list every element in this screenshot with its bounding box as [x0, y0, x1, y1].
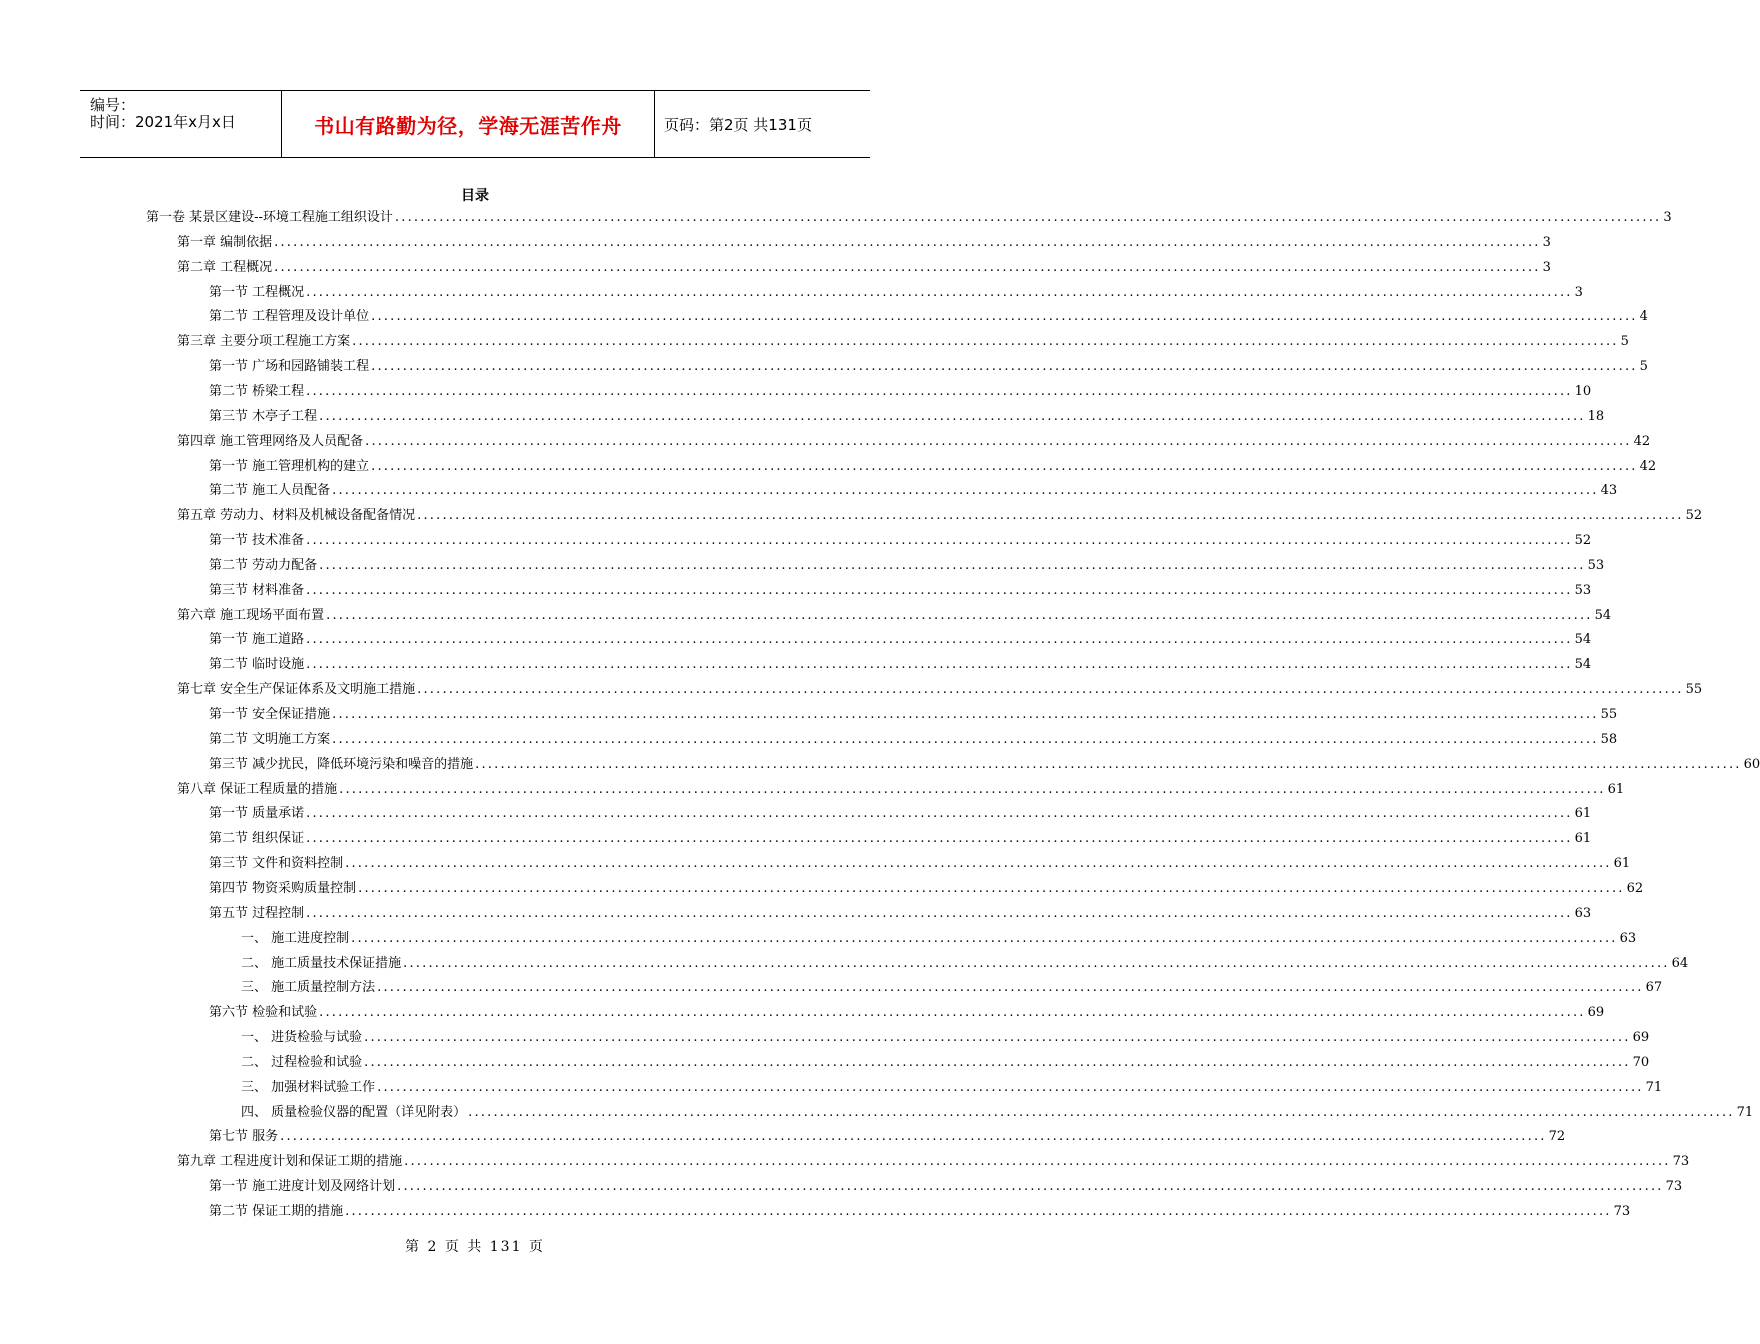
toc-entry-page: 42 — [1639, 458, 1657, 474]
toc-entry-page: 69 — [1632, 1030, 1650, 1046]
toc-dot-leader: ........................................................................................................................................................................................................ — [274, 259, 1541, 275]
toc-entry[interactable] — [209, 630, 1592, 650]
toc-entry-title: 第五章 劳动力、材料及机械设备配备情况 — [177, 508, 416, 524]
toc-entry[interactable] — [209, 829, 1592, 849]
toc-entry-page: 43 — [1600, 483, 1618, 499]
toc-entry[interactable] — [209, 804, 1592, 824]
toc-entry[interactable] — [209, 1003, 1605, 1023]
toc-dot-leader: ........................................................................................................................................................................................................ — [475, 756, 1742, 772]
toc-entry-title: 三、 加强材料试验工作 — [241, 1079, 376, 1095]
toc-entry[interactable] — [177, 258, 1551, 278]
toc-entry[interactable] — [177, 1152, 1690, 1172]
page-footer: 第 2 页 共 131 页 — [405, 1239, 545, 1255]
toc-dot-leader: ........................................................................................................................................................................................................ — [404, 1154, 1671, 1170]
toc-entry-title: 第二章 工程概况 — [177, 259, 273, 275]
toc-entry-title: 第三章 主要分项工程施工方案 — [177, 334, 351, 350]
toc-entry-title: 第八章 保证工程质量的措施 — [177, 781, 338, 797]
toc-entry[interactable] — [209, 357, 1648, 377]
toc-dot-leader: ........................................................................................................................................................................................................ — [306, 657, 1573, 673]
toc-dot-leader: ........................................................................................................................................................................................................ — [352, 334, 1619, 350]
toc-entry-page: 73 — [1613, 1204, 1631, 1219]
toc-entry-title: 第二节 组织保证 — [209, 831, 305, 847]
toc-entry[interactable] — [209, 307, 1648, 327]
toc-dot-leader: ........................................................................................................................................................................................................ — [371, 458, 1638, 474]
toc-entry-title: 第二节 临时设施 — [209, 657, 305, 673]
toc-entry-title: 第四节 物资采购质量控制 — [209, 880, 357, 896]
toc-entry-page: 63 — [1574, 905, 1592, 921]
toc-entry-title: 第五节 过程控制 — [209, 905, 305, 921]
toc-title: 目录 — [461, 188, 489, 204]
toc-entry-page: 61 — [1613, 856, 1631, 872]
toc-entry[interactable] — [209, 531, 1592, 551]
toc-dot-leader: ........................................................................................................................................................................................................ — [417, 508, 1684, 524]
toc-entry[interactable] — [209, 556, 1605, 576]
toc-entry-page: 5 — [1620, 334, 1629, 350]
toc-entry[interactable] — [209, 581, 1592, 601]
header-meta — [80, 91, 281, 157]
toc-dot-leader: ........................................................................................................................................................................................................ — [371, 359, 1638, 375]
toc-dot-leader: ........................................................................................................................................................................................................ — [364, 1030, 1631, 1046]
toc-dot-leader: ........................................................................................................................................................................................................ — [351, 930, 1618, 946]
toc-entry-title: 第一节 安全保证措施 — [209, 707, 331, 722]
toc-entry-title: 一、 进货检验与试验 — [241, 1030, 363, 1046]
toc-entry-title: 第一卷 某景区建设--环境工程施工组织设计 — [146, 210, 393, 225]
toc-entry[interactable] — [209, 1127, 1566, 1147]
toc-entry[interactable] — [241, 1028, 1650, 1048]
toc-dot-leader: ........................................................................................................................................................................................................ — [377, 980, 1644, 996]
toc-dot-leader: ........................................................................................................................................................................................................ — [319, 1005, 1586, 1021]
toc-entry-title: 第二节 文明施工方案 — [209, 731, 331, 747]
toc-entry-page: 54 — [1574, 632, 1592, 648]
toc-entry-page: 71 — [1736, 1104, 1754, 1120]
toc-entry-title: 第二节 施工人员配备 — [209, 483, 331, 499]
toc-entry-page: 54 — [1574, 657, 1592, 673]
toc-entry-title: 第一节 工程概况 — [209, 284, 305, 300]
toc-entry[interactable] — [177, 680, 1703, 700]
toc-entry-title: 第三节 材料准备 — [209, 582, 305, 598]
toc-entry-title: 二、 过程检验和试验 — [241, 1054, 363, 1070]
toc-entry-page: 71 — [1645, 1079, 1663, 1095]
toc-entry-title: 第三节 文件和资料控制 — [209, 856, 344, 872]
toc-entry-page: 61 — [1574, 806, 1592, 822]
toc-dot-leader: ........................................................................................................................................................................................................ — [332, 707, 1599, 722]
toc-entry-title: 第二节 保证工期的措施 — [209, 1204, 344, 1219]
toc-dot-leader: ........................................................................................................................................................................................................ — [358, 880, 1625, 896]
toc-entry[interactable] — [241, 1103, 1754, 1123]
toc-dot-leader: ........................................................................................................................................................................................................ — [403, 955, 1670, 971]
toc-entry-page: 52 — [1685, 508, 1703, 524]
toc-entry-title: 二、 施工质量技术保证措施 — [241, 955, 402, 971]
toc-entry-page: 5 — [1639, 359, 1648, 375]
toc-dot-leader: ........................................................................................................................................................................................................ — [345, 1204, 1612, 1219]
header-page-info: 页码：第2页 共131页 — [664, 115, 812, 134]
toc-entry[interactable] — [146, 208, 1672, 228]
toc-dot-leader: ........................................................................................................................................................................................................ — [377, 1079, 1644, 1095]
toc-entry[interactable] — [209, 1177, 1683, 1197]
toc-entry-page: 52 — [1574, 533, 1592, 549]
toc-entry-title: 第一节 技术准备 — [209, 533, 305, 549]
toc-entry-page: 64 — [1671, 955, 1689, 971]
toc-dot-leader: ........................................................................................................................................................................................................ — [319, 408, 1586, 424]
toc-dot-leader: ........................................................................................................................................................................................................ — [417, 682, 1684, 698]
toc-entry-page: 3 — [1542, 259, 1551, 275]
toc-dot-leader: ........................................................................................................................................................................................................ — [306, 533, 1573, 549]
toc-entry[interactable] — [241, 1078, 1663, 1098]
toc-entry[interactable] — [209, 879, 1644, 899]
toc-entry[interactable] — [209, 705, 1618, 725]
toc-entry-page: 69 — [1587, 1005, 1605, 1021]
toc-entry-page: 62 — [1626, 880, 1644, 896]
toc-entry[interactable] — [209, 854, 1631, 874]
toc-entry-page: 67 — [1645, 980, 1663, 996]
toc-entry[interactable] — [177, 606, 1612, 626]
toc-entry-page: 61 — [1607, 781, 1625, 797]
toc-dot-leader: ........................................................................................................................................................................................................ — [394, 210, 1662, 225]
toc-entry-title: 第六节 检验和试验 — [209, 1005, 318, 1021]
toc-dot-leader: ........................................................................................................................................................................................................ — [332, 483, 1599, 499]
toc-dot-leader: ........................................................................................................................................................................................................ — [280, 1129, 1547, 1145]
toc-entry-title: 一、 施工进度控制 — [241, 930, 350, 946]
toc-entry[interactable] — [177, 780, 1625, 800]
toc-dot-leader: ........................................................................................................................................................................................................ — [345, 856, 1612, 872]
toc-entry-page: 53 — [1587, 557, 1605, 573]
toc-dot-leader: ........................................................................................................................................................................................................ — [397, 1179, 1664, 1195]
header-motto: 书山有路勤为径，学海无涯苦作舟 — [281, 91, 655, 157]
document-time-label: 时间：2021年x月x日 — [90, 113, 236, 131]
toc-entry-title: 第二节 工程管理及设计单位 — [209, 309, 370, 325]
toc-entry-page: 58 — [1600, 731, 1618, 747]
toc-dot-leader: ........................................................................................................................................................................................................ — [306, 806, 1573, 822]
toc-entry-title: 第二节 桥梁工程 — [209, 383, 305, 399]
toc-entry-title: 第三节 减少扰民，降低环境污染和噪音的措施 — [209, 756, 474, 772]
toc-entry-title: 第七节 服务 — [209, 1129, 279, 1145]
toc-entry-title: 第六章 施工现场平面布置 — [177, 607, 325, 623]
toc-entry[interactable] — [209, 457, 1657, 477]
toc-entry-page: 10 — [1574, 383, 1592, 399]
toc-entry[interactable] — [209, 655, 1592, 675]
toc-entry[interactable] — [209, 1202, 1631, 1222]
toc-entry-page: 70 — [1632, 1054, 1650, 1070]
toc-entry-page: 4 — [1639, 309, 1648, 325]
toc-entry[interactable] — [241, 954, 1689, 974]
toc-dot-leader: ........................................................................................................................................................................................................ — [306, 582, 1573, 598]
toc-dot-leader: ........................................................................................................................................................................................................ — [306, 905, 1573, 921]
toc-entry[interactable] — [209, 382, 1592, 402]
toc-entry-title: 第一章 编制依据 — [177, 234, 273, 250]
toc-entry-title: 第七章 安全生产保证体系及文明施工措施 — [177, 682, 416, 698]
toc-dot-leader: ........................................................................................................................................................................................................ — [306, 831, 1573, 847]
toc-entry-title: 第九章 工程进度计划和保证工期的措施 — [177, 1154, 403, 1170]
toc-entry-title: 第四章 施工管理网络及人员配备 — [177, 433, 364, 449]
toc-dot-leader: ........................................................................................................................................................................................................ — [326, 607, 1593, 623]
toc-entry-page: 3 — [1574, 284, 1583, 300]
toc-entry-page: 53 — [1574, 582, 1592, 598]
page-header — [80, 90, 870, 158]
toc-entry[interactable] — [177, 432, 1651, 452]
toc-entry-page: 55 — [1685, 682, 1703, 698]
toc-entry-title: 第一节 广场和园路铺装工程 — [209, 359, 370, 375]
toc-dot-leader: ........................................................................................................................................................................................................ — [365, 433, 1632, 449]
toc-entry-page: 18 — [1587, 408, 1605, 424]
toc-entry[interactable] — [177, 233, 1551, 253]
toc-dot-leader: ........................................................................................................................................................................................................ — [306, 284, 1573, 300]
toc-entry[interactable] — [177, 506, 1703, 526]
toc-entry[interactable] — [241, 1053, 1650, 1073]
toc-dot-leader: ........................................................................................................................................................................................................ — [364, 1054, 1631, 1070]
toc-entry-title: 第一节 施工进度计划及网络计划 — [209, 1179, 396, 1195]
toc-entry[interactable] — [209, 407, 1605, 427]
toc-entry-title: 第一节 质量承诺 — [209, 806, 305, 822]
toc-dot-leader: ........................................................................................................................................................................................................ — [306, 632, 1573, 648]
toc-dot-leader: ........................................................................................................................................................................................................ — [371, 309, 1638, 325]
toc-dot-leader: ........................................................................................................................................................................................................ — [306, 383, 1573, 399]
toc-entry-title: 第二节 劳动力配备 — [209, 557, 318, 573]
toc-entry-page: 55 — [1600, 707, 1618, 722]
toc-entry-page: 3 — [1542, 234, 1551, 250]
document-number-label: 编号： — [90, 96, 136, 114]
toc-entry[interactable] — [209, 904, 1592, 924]
toc-entry-title: 第三节 木亭子工程 — [209, 408, 318, 424]
toc-entry[interactable] — [241, 929, 1637, 949]
toc-entry-page: 60 — [1743, 756, 1760, 772]
toc-entry-page: 3 — [1663, 210, 1672, 225]
toc-entry-title: 三、 施工质量控制方法 — [241, 980, 376, 996]
toc-dot-leader: ........................................................................................................................................................................................................ — [332, 731, 1599, 747]
toc-entry-page: 63 — [1619, 930, 1637, 946]
toc-dot-leader: ........................................................................................................................................................................................................ — [468, 1104, 1735, 1120]
toc-entry[interactable] — [241, 978, 1663, 998]
toc-entry-page: 61 — [1574, 831, 1592, 847]
toc-entry[interactable] — [209, 481, 1618, 501]
toc-entry-title: 四、 质量检验仪器的配置（详见附表） — [241, 1104, 467, 1120]
toc-entry[interactable] — [209, 730, 1618, 750]
toc-entry[interactable] — [209, 283, 1583, 303]
toc-dot-leader: ........................................................................................................................................................................................................ — [319, 557, 1586, 573]
toc-entry-page: 73 — [1665, 1179, 1683, 1195]
toc-entry-title: 第一节 施工道路 — [209, 632, 305, 648]
toc-entry-page: 73 — [1672, 1154, 1690, 1170]
toc-entry-page: 72 — [1548, 1129, 1566, 1145]
toc-entry[interactable] — [209, 755, 1760, 775]
toc-entry[interactable] — [177, 332, 1629, 352]
toc-entry-title: 第一节 施工管理机构的建立 — [209, 458, 370, 474]
toc-dot-leader: ........................................................................................................................................................................................................ — [274, 234, 1541, 250]
toc-entry-page: 54 — [1594, 607, 1612, 623]
toc-dot-leader: ........................................................................................................................................................................................................ — [339, 781, 1606, 797]
toc-entry-page: 42 — [1633, 433, 1651, 449]
